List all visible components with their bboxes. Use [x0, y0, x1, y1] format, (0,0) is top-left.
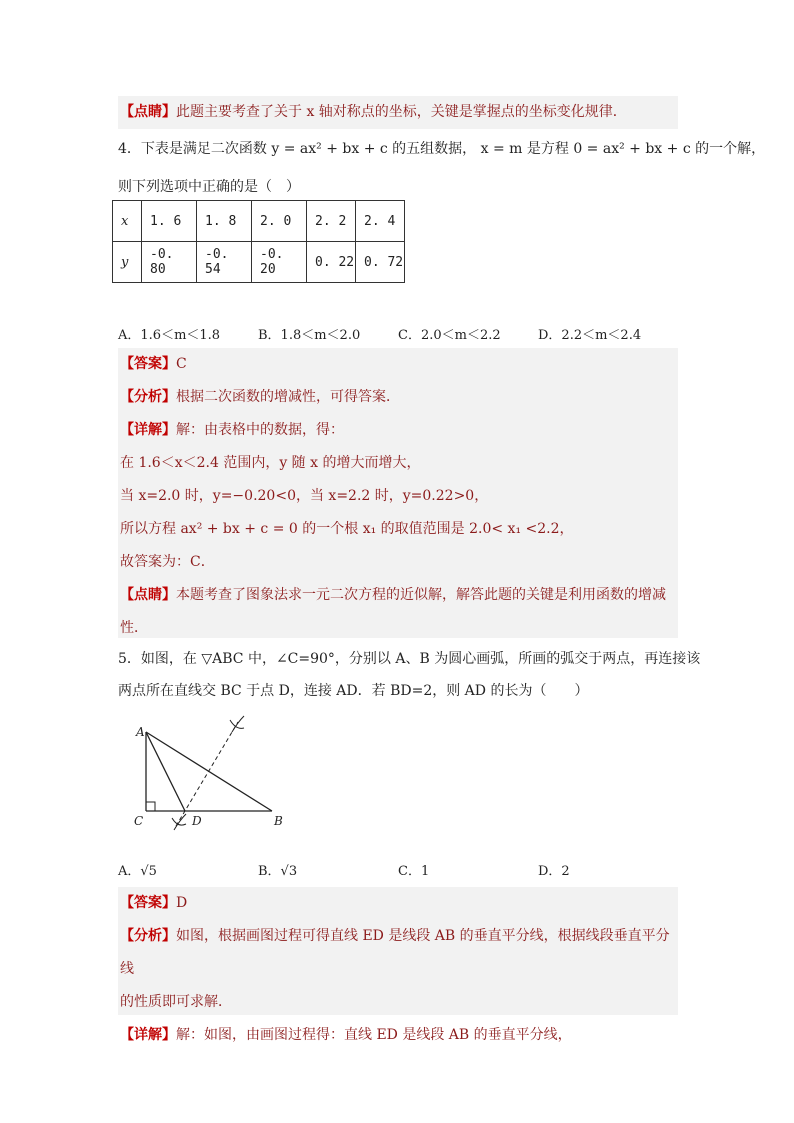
q5-triangle-figure [118, 708, 298, 836]
q5-solution-box [118, 887, 678, 1043]
hint-text: 本题考查了图象法求一元二次方程的近似解，解答此题的关键是利用函数的增减 [176, 587, 666, 603]
analysis-line [120, 381, 678, 414]
q4-solution-box [118, 348, 678, 638]
label-a: A [136, 725, 145, 739]
right-angle-mark [146, 802, 155, 811]
table-cell: 1. 6 [142, 201, 197, 242]
q4-option-a[interactable]: A．1.6＜m＜1.8 [118, 328, 221, 343]
arc-mark-top-2 [232, 716, 244, 732]
q5-option-b[interactable]: B．√3 [258, 864, 298, 879]
table-cell: 2. 2 [307, 201, 356, 242]
q4-option-d[interactable]: D．2.2＜m＜2.4 [538, 328, 642, 343]
detail-tag: 【详解】 [120, 422, 176, 438]
table-cell: 0. 22 [307, 242, 356, 283]
hint-tag: 【点睛】 [120, 587, 176, 603]
answer-line [120, 348, 678, 381]
q5-option-d[interactable]: D．2 [538, 864, 570, 879]
detail-tag: 【详解】 [120, 1027, 176, 1043]
q5-stem-line2: 两点所在直线交 BC 于点 D，连接 AD．若 BD=2，则 AD 的长为（ ） [118, 683, 589, 699]
detail-line: 在 1.6＜x＜2.4 范围内，y 随 x 的增大而增大， [120, 455, 421, 471]
q4-stem-line1: 4．下表是满足二次函数 y = ax² + bx + c 的五组数据， x = m 是方程 0 = ax² + bx + c 的一个解， [118, 141, 766, 157]
table-row [113, 201, 405, 242]
table-cell: x [113, 201, 142, 242]
q5-stem-line1: 5．如图，在 ▽ABC 中，∠C=90°，分别以 A、B 为圆心画弧，所画的弧交于两点，再连接该 [118, 651, 701, 667]
detail-line: 当 x=2.0 时，y=−0.20<0，当 x=2.2 时，y=0.22>0， [120, 488, 489, 504]
detail-line [120, 1019, 678, 1052]
detail-line: 所以方程 ax² + bx + c = 0 的一个根 x₁ 的取值范围是 2.0< x₁ <2.2， [120, 521, 574, 537]
q5-option-c[interactable]: C．1 [398, 864, 430, 879]
hint-line [120, 579, 678, 612]
table-cell: -0. 80 [142, 242, 197, 283]
table-cell: 0. 72 [356, 242, 405, 283]
analysis-tag: 【分析】 [120, 928, 176, 944]
q4-option-b[interactable]: B．1.8＜m＜2.0 [258, 328, 361, 343]
table-cell: 1. 8 [197, 201, 252, 242]
answer-tag: 【答案】 [120, 356, 176, 372]
analysis-line: 的性质即可求解． [120, 994, 232, 1010]
detail-text: 解：由表格中的数据，得： [176, 422, 344, 438]
hint-text: 此题主要考查了关于 x 轴对称点的坐标，关键是掌握点的坐标变化规律． [176, 104, 627, 120]
q4-option-c[interactable]: C．2.0＜m＜2.2 [398, 328, 501, 343]
q3-hint-box [118, 96, 678, 129]
answer-value: D [176, 895, 188, 911]
table-cell: -0. 54 [197, 242, 252, 283]
analysis-text: 根据二次函数的增减性，可得答案． [176, 389, 400, 405]
detail-text: 解：如图，由画图过程得：直线 ED 是线段 AB 的垂直平分线， [176, 1027, 572, 1043]
arc-mark-bottom-2 [174, 814, 186, 830]
table-cell: 2. 0 [252, 201, 307, 242]
detail-line [120, 414, 678, 447]
hint-line: 性． [120, 620, 148, 636]
q5-option-a[interactable]: A．√5 [118, 864, 157, 879]
q4-stem-line2: 则下列选项中正确的是（ ） [118, 179, 300, 195]
label-d: D [192, 814, 202, 828]
answer-value: C [176, 356, 187, 372]
table-cell: y [113, 242, 142, 283]
analysis-text: 如图，根据画图过程可得直线 ED 是线段 AB 的垂直平分线，根据线段垂直平分线 [120, 928, 670, 977]
hint-tag: 【点睛】 [120, 104, 176, 120]
analysis-line [120, 920, 678, 986]
answer-tag: 【答案】 [120, 895, 176, 911]
table-cell: 2. 4 [356, 201, 405, 242]
label-c: C [134, 814, 144, 828]
table-cell: -0. 20 [252, 242, 307, 283]
analysis-tag: 【分析】 [120, 389, 176, 405]
detail-line: 故答案为：C． [120, 554, 215, 570]
answer-line [120, 887, 678, 920]
q4-data-table [112, 200, 405, 283]
label-b: B [274, 814, 283, 828]
table-row [113, 242, 405, 283]
